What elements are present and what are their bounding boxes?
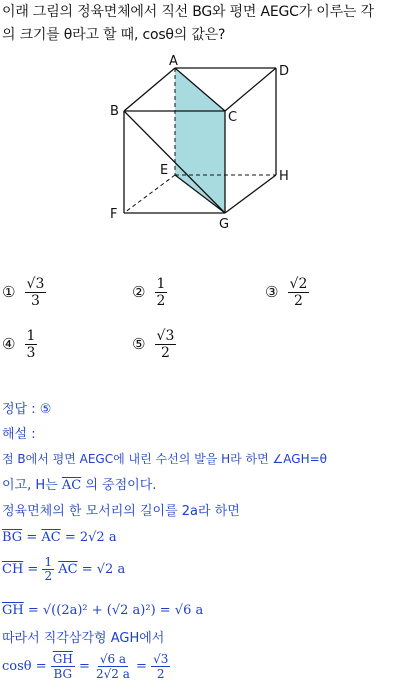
choice-1-mark: ① xyxy=(2,283,16,301)
result-denominator: 2 xyxy=(156,667,165,681)
solution-line-2c: 의 중점이다. xyxy=(81,478,157,493)
half-numerator: 1 xyxy=(44,555,53,569)
choice-4-mark: ④ xyxy=(2,335,16,353)
cos-theta-label: cosθ = xyxy=(2,659,47,674)
solution-line-4: $\overline{BG} = \overline{AC} = 2√2$ a xyxy=(2,530,117,545)
choice-4-numerator: 1 xyxy=(26,328,36,344)
label-c: C xyxy=(228,110,238,125)
choice-5-mark: ⑤ xyxy=(132,335,146,353)
ratio-denominator-bg: BG xyxy=(53,667,73,681)
solution-line-6 xyxy=(2,603,203,618)
choice-4[interactable] xyxy=(2,328,37,361)
result-numerator: √3 xyxy=(153,652,169,666)
segment-ch: $\overline{CH}$ xyxy=(2,562,24,577)
segment-ac-3: $\overline{AC}$ xyxy=(58,562,78,577)
segment-bg: $\overline{BG}$ xyxy=(2,530,23,545)
solution-heading: 해설 : xyxy=(2,427,36,442)
value-numerator: √6 a xyxy=(99,652,127,666)
solution-line-5-value: = √2 a xyxy=(81,562,126,577)
hidden-edge-ef xyxy=(124,175,175,213)
solution-line-2a: 이고, H는 xyxy=(2,478,62,493)
choice-1[interactable] xyxy=(2,276,46,309)
ratio-numerator-gh: $\overline{GH}$ xyxy=(52,652,73,666)
label-e: E xyxy=(160,163,169,178)
choice-2-numerator: 1 xyxy=(156,276,166,292)
answer-line: 정답 : ⑤ xyxy=(2,402,52,417)
segment-gh: $\overline{GH}$ xyxy=(2,603,24,618)
half-denominator: 2 xyxy=(44,569,53,583)
label-f: F xyxy=(110,207,118,222)
segment-ac: $\overline{AC}$ xyxy=(61,478,82,493)
solution-line-4-value: = 2√2 a xyxy=(64,530,117,545)
choice-2-denominator: 2 xyxy=(156,293,166,309)
choice-3-numerator: √2 xyxy=(289,276,308,292)
choice-2[interactable] xyxy=(132,276,167,309)
choice-1-numerator: √3 xyxy=(26,276,45,292)
label-h: H xyxy=(279,169,289,184)
solution-line-1: 점 B에서 평면 AEGC에 내린 수선의 발을 H라 하면 ∠AGH=θ xyxy=(2,452,328,466)
label-a: A xyxy=(169,54,178,69)
choice-2-mark: ② xyxy=(132,283,146,301)
label-g: G xyxy=(219,217,230,230)
solution-line-3: 정육면체의 한 모서리의 길이를 2a라 하면 xyxy=(2,504,240,519)
solution-line-5: $\overline{CH}$ = $\frac{1}{2}$ $\overline{AC} = √2$ a xyxy=(2,555,126,583)
solution-line-6-value: = √((2a)² + (√2 a)²) = √6 a xyxy=(27,603,204,618)
solution-line-7: 따라서 직각삼각형 AGH에서 xyxy=(2,631,165,646)
choice-4-denominator: 3 xyxy=(26,345,36,361)
label-b: B xyxy=(110,104,119,119)
segment-ac-2: $\overline{AC}$ xyxy=(41,530,61,545)
value-denominator: 2√2 a xyxy=(96,667,130,681)
choice-3-mark: ③ xyxy=(265,283,279,301)
choice-3[interactable] xyxy=(265,276,309,309)
question-line-2: 의 크기를 θ라고 할 때, cosθ의 값은? xyxy=(2,27,226,43)
label-d: D xyxy=(279,64,290,79)
choice-5[interactable] xyxy=(132,328,176,361)
choice-5-numerator: √3 xyxy=(156,328,175,344)
choice-1-denominator: 3 xyxy=(31,293,40,309)
choice-5-denominator: 2 xyxy=(161,345,170,361)
choice-3-denominator: 2 xyxy=(294,293,303,309)
solution-line-2 xyxy=(2,478,156,493)
solution-line-8: cosθ = $\frac{\overline{GH}}{BG}$ = $\frac{√6 a}{2√2 a}$ = $\frac{√3}{2}$ xyxy=(2,652,169,681)
cube-figure xyxy=(100,50,310,230)
question-line-1: 이래 그림의 정육면체에서 직선 BG와 평면 AEGC가 이루는 각 xyxy=(2,4,374,20)
